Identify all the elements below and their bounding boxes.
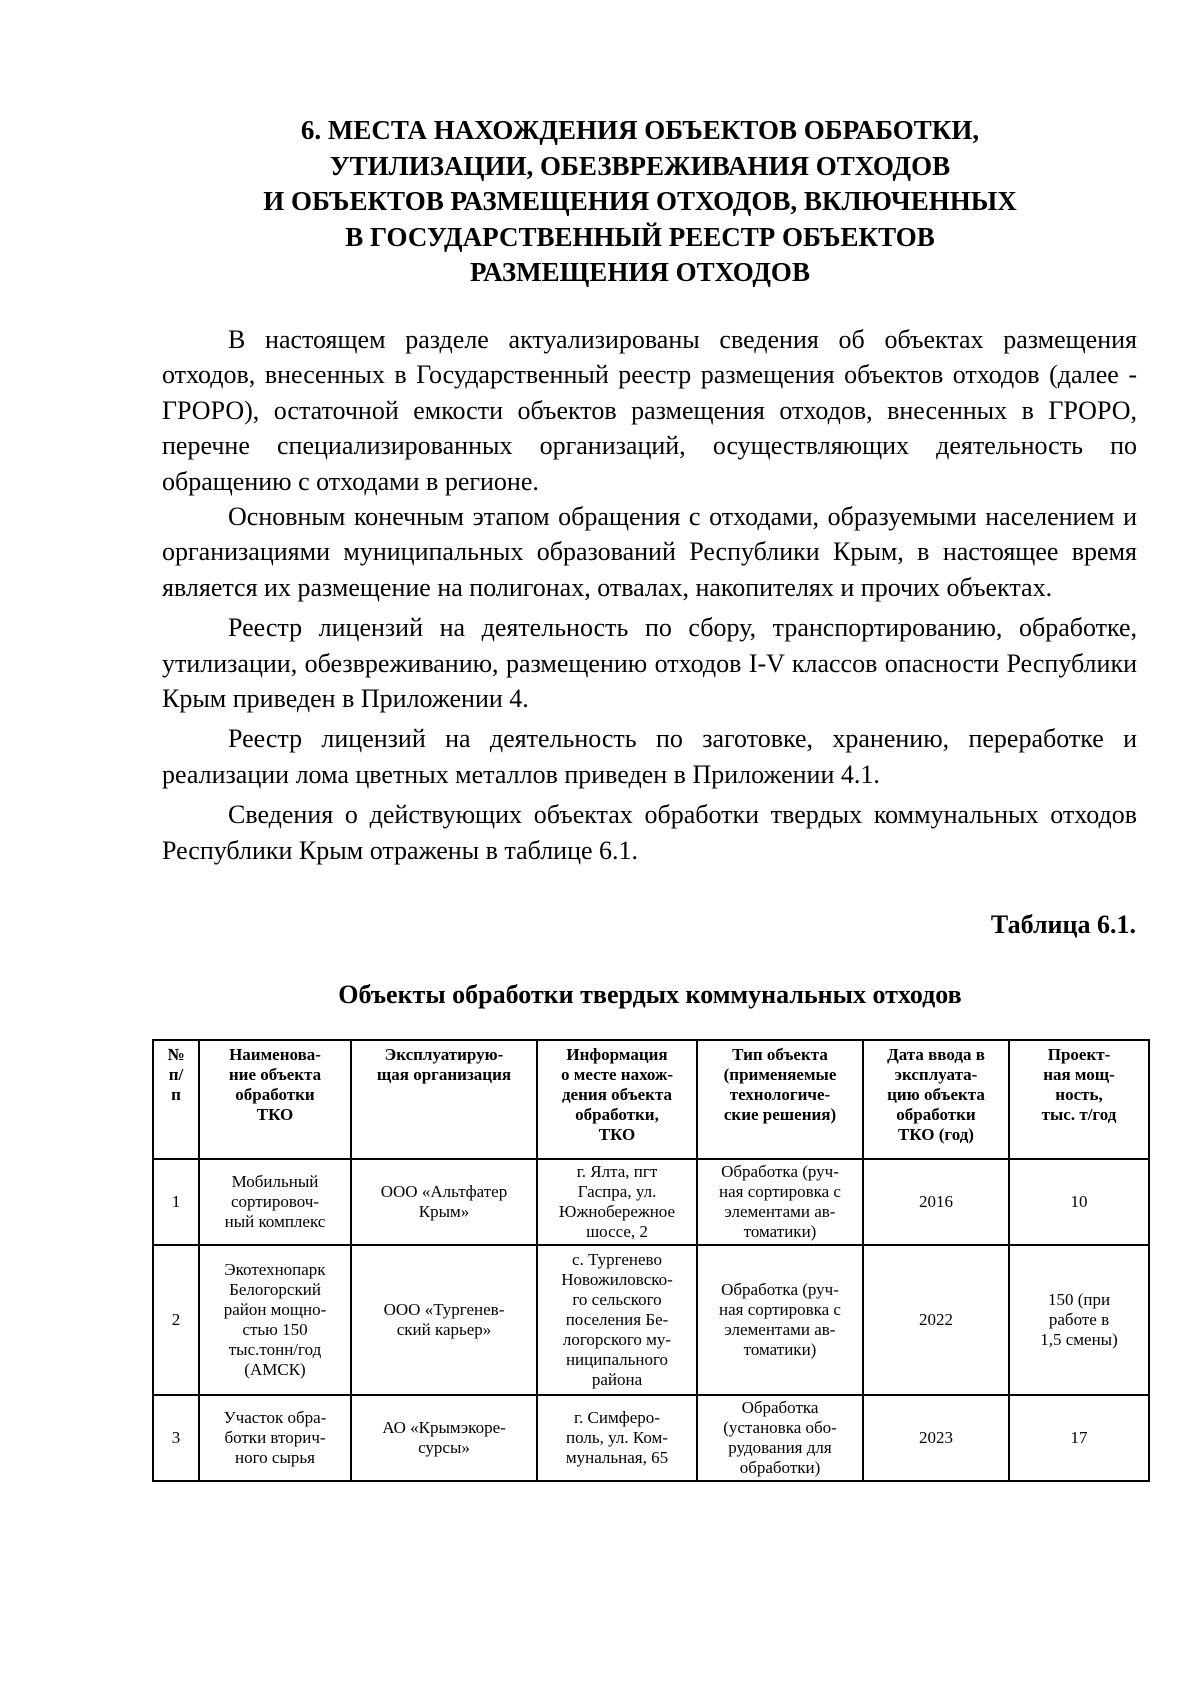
table-cell <box>537 1159 697 1245</box>
cell-line: ботки вторич- <box>224 1428 326 1447</box>
column-header <box>697 1040 863 1159</box>
cell-line: эксплуата- <box>894 1065 978 1084</box>
table-header-row <box>153 1040 1149 1159</box>
cell-line: го сельского <box>572 1290 662 1309</box>
cell-line: Эксплуатирую- <box>384 1045 504 1064</box>
cell-line: ские решения) <box>723 1105 837 1124</box>
cell-line: шоссе, 2 <box>586 1222 648 1241</box>
table-cell <box>153 1395 199 1481</box>
column-header <box>537 1040 697 1159</box>
paragraph: Реестр лицензий на деятельность по заготовке, хранению, переработке и реализации лома цветных металлов приведен в Приложении 4.1. <box>162 724 1137 789</box>
cell-line: ООО «Альтфатер <box>380 1182 508 1201</box>
cell-line: п/ <box>168 1065 184 1084</box>
cell-line: логорского му- <box>562 1330 672 1349</box>
table-row <box>153 1159 1149 1245</box>
cell-line: обработки <box>235 1085 315 1104</box>
cell-line: района <box>591 1370 643 1389</box>
table-cell <box>1009 1159 1149 1245</box>
table-cell <box>697 1245 863 1395</box>
table-row <box>153 1395 1149 1481</box>
table-cell <box>863 1245 1009 1395</box>
cell-line: Участок обра- <box>223 1408 327 1427</box>
cell-line: № <box>167 1045 185 1064</box>
cell-line: 150 (при <box>1047 1290 1111 1309</box>
cell-line: Экотехнопарк <box>224 1260 326 1279</box>
table-row <box>153 1245 1149 1395</box>
cell-line: о месте нахож- <box>561 1065 673 1084</box>
cell-line: 2016 <box>919 1192 953 1211</box>
cell-line: Обработка (руч- <box>721 1162 839 1181</box>
cell-line: обработки <box>896 1105 976 1124</box>
cell-line: ная сортировка с <box>719 1300 841 1319</box>
table-cell <box>537 1395 697 1481</box>
cell-line: цию объекта <box>887 1085 985 1104</box>
cell-line: с. Тургенево <box>572 1250 662 1269</box>
heading-line: И ОБЪЕКТОВ РАЗМЕЩЕНИЯ ОТХОДОВ, ВКЛЮЧЕННЫХ <box>263 186 1017 216</box>
heading-line: В ГОСУДАРСТВЕННЫЙ РЕЕСТР ОБЪЕКТОВ <box>345 221 935 252</box>
cell-line: технологиче- <box>729 1085 831 1104</box>
cell-line: 2 <box>171 1310 181 1329</box>
table-cell <box>153 1159 199 1245</box>
cell-line: поселения Бе- <box>565 1310 669 1329</box>
column-header <box>863 1040 1009 1159</box>
table-cell <box>153 1245 199 1395</box>
cell-line: Гаспра, ул. <box>577 1182 657 1201</box>
cell-line: ного сырья <box>235 1448 315 1467</box>
cell-line: 1,5 смены) <box>1040 1330 1118 1349</box>
cell-line: 1 <box>171 1192 181 1211</box>
table-cell <box>351 1245 537 1395</box>
cell-line: ние объекта <box>228 1065 322 1084</box>
table-cell <box>697 1159 863 1245</box>
cell-line: Информация <box>566 1045 668 1064</box>
cell-line: тыс. т/год <box>1041 1105 1117 1124</box>
cell-line: (установка обо- <box>723 1418 837 1437</box>
cell-line: (применяемые <box>723 1065 837 1084</box>
cell-line: обработки, <box>575 1105 659 1124</box>
paragraph: В настоящем разделе актуализированы сведения об объектах размещения отходов, внесенных в Государственный реестр размещения объектов отходов (далее - ГРОРО), остаточной емкости объектов размещения отходов, внесенных в ГРОРО, перечне специализированных организаций, осуществляющих деятельность по обращению с отходами в регионе. <box>162 325 1137 496</box>
cell-line: Обработка (руч- <box>721 1280 839 1299</box>
cell-line: 10 <box>1070 1192 1088 1211</box>
table-cell <box>697 1395 863 1481</box>
table-cell <box>1009 1395 1149 1481</box>
paragraph: Сведения о действующих объектах обработки твердых коммунальных отходов Республики Крым отражены в таблице 6.1. <box>162 800 1137 865</box>
column-header <box>153 1040 199 1159</box>
cell-line: (АМСК) <box>244 1360 306 1379</box>
table-cell <box>351 1395 537 1481</box>
cell-line: район мощно- <box>223 1300 327 1319</box>
table-cell <box>199 1159 351 1245</box>
column-header <box>199 1040 351 1159</box>
cell-line: щая организация <box>376 1065 512 1084</box>
cell-line: Южнобережное <box>558 1202 676 1221</box>
cell-line: ная мощ- <box>1043 1065 1115 1084</box>
paragraph: Реестр лицензий на деятельность по сбору, транспортированию, обработке, утилизации, обезвреживанию, размещению отходов I-V классов опасности Республики Крым приведен в Приложении 4. <box>162 613 1137 714</box>
cell-line: ТКО <box>598 1125 636 1144</box>
cell-line: ность, <box>1055 1085 1103 1104</box>
table-number-label: Таблица 6.1. <box>990 910 1136 939</box>
heading-line: 6. МЕСТА НАХОЖДЕНИЯ ОБЪЕКТОВ ОБРАБОТКИ, <box>300 115 980 145</box>
cell-line: ТКО <box>256 1105 294 1124</box>
cell-line: дения объекта <box>561 1085 673 1104</box>
table-cell <box>351 1159 537 1245</box>
body-text <box>162 322 1137 868</box>
cell-line: стью 150 <box>242 1320 308 1339</box>
cell-line: элементами ав- <box>724 1320 836 1339</box>
table-cell <box>537 1245 697 1395</box>
cell-line: тыс.тонн/год <box>228 1340 322 1359</box>
cell-line: элементами ав- <box>724 1202 836 1221</box>
cell-line: сурсы» <box>418 1438 470 1457</box>
cell-line: Белогорский <box>229 1280 321 1299</box>
cell-line: поль, ул. Ком- <box>566 1428 668 1447</box>
paragraph: Основным конечным этапом обращения с отходами, образуемыми населением и организациями муниципальных образований Республики Крым, в настоящее время является их размещение на полигонах, отвалах, накопителях и прочих объектах. <box>162 502 1137 602</box>
cell-line: работе в <box>1048 1310 1110 1329</box>
cell-line: Новожиловско- <box>561 1270 673 1289</box>
cell-line: г. Симферо- <box>574 1408 660 1427</box>
table-header <box>153 1040 1149 1159</box>
cell-line: томатики) <box>743 1340 817 1359</box>
cell-line: обработки) <box>739 1458 821 1477</box>
table-caption: Объекты обработки твердых коммунальных отходов <box>338 980 962 1009</box>
cell-line: рудования для <box>728 1438 832 1457</box>
cell-line: томатики) <box>743 1222 817 1241</box>
cell-line: ниципального <box>565 1350 669 1369</box>
cell-line: сортировоч- <box>230 1192 320 1211</box>
cell-line: мунальная, 65 <box>565 1448 669 1467</box>
facilities-table <box>152 1039 1150 1482</box>
heading-line: УТИЛИЗАЦИИ, ОБЕЗВРЕЖИВАНИЯ ОТХОДОВ <box>329 150 951 181</box>
table-cell <box>199 1245 351 1395</box>
heading-line: РАЗМЕЩЕНИЯ ОТХОДОВ <box>470 257 810 287</box>
cell-line: ООО «Тургенев- <box>383 1300 505 1319</box>
cell-line: 2022 <box>919 1310 953 1329</box>
section-heading <box>160 113 1120 291</box>
cell-line: п <box>171 1085 181 1104</box>
cell-line: ский карьер» <box>396 1320 492 1339</box>
cell-line: Проект- <box>1047 1045 1111 1064</box>
cell-line: ный комплекс <box>224 1212 326 1231</box>
cell-line: ная сортировка с <box>719 1182 841 1201</box>
cell-line: Крым» <box>418 1202 470 1221</box>
table-cell <box>1009 1245 1149 1395</box>
cell-line: Мобильный <box>231 1172 319 1191</box>
table-cell <box>863 1159 1009 1245</box>
cell-line: Тип объекта <box>732 1045 828 1064</box>
cell-line: 17 <box>1070 1428 1088 1447</box>
cell-line: 3 <box>171 1428 181 1447</box>
column-header <box>1009 1040 1149 1159</box>
table-cell <box>863 1395 1009 1481</box>
cell-line: Наименова- <box>229 1045 321 1064</box>
cell-line: г. Ялта, пгт <box>576 1162 658 1181</box>
table-body <box>153 1159 1149 1481</box>
cell-line: 2023 <box>919 1428 953 1447</box>
cell-line: ТКО (год) <box>898 1125 974 1144</box>
cell-line: Обработка <box>741 1398 819 1417</box>
table-cell <box>199 1395 351 1481</box>
cell-line: Дата ввода в <box>887 1045 985 1064</box>
column-header <box>351 1040 537 1159</box>
cell-line: АО «Крымэкоре- <box>382 1418 506 1437</box>
